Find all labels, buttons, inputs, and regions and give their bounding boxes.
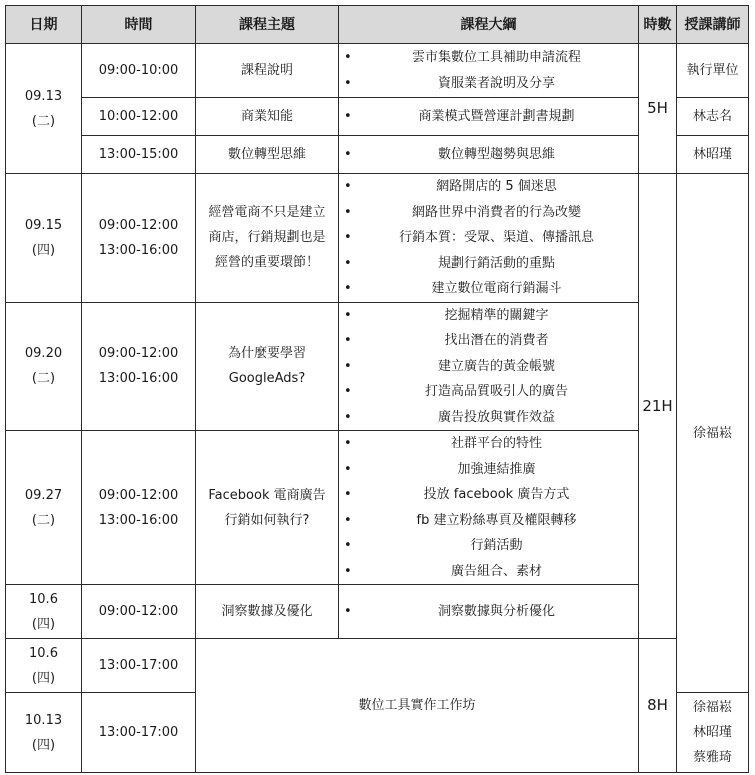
outline-item: • 廣告投放與實作效益 [342,405,635,431]
hours-cell: 21H [639,174,677,639]
hours-cell: 8H [639,639,677,773]
weekday: (二) [31,512,56,528]
instructor-cell: 林志名 [677,98,749,136]
date-cell [6,693,82,773]
header-date: 日期 [6,6,82,44]
weekday: (四) [31,737,56,753]
time-cell: 13:00-17:00 [82,639,196,693]
workshop-topic-cell: 數位工具實作工作坊 [196,639,639,773]
topic-line: 為什麼要學習 [227,346,306,362]
date: 10.6 [29,591,58,607]
table-row [6,174,749,303]
instructor-cell: 執行單位 [677,44,749,98]
outline-item: • 找出潛在的消費者 [342,328,635,354]
header-row [6,6,749,44]
table-row [6,431,749,585]
time: 09:00-12:00 [98,487,179,503]
outline-item: • 加強連結推廣 [342,457,635,483]
table-row [6,585,749,639]
header-outline: 課程大綱 [339,6,639,44]
weekday: (四) [31,242,56,258]
weekday: (二) [31,113,56,129]
date: 10.13 [24,712,63,728]
topic-line: 經營電商不只是建立 [208,205,326,221]
topic-cell: 數位轉型思維 [196,136,339,174]
outline-item: • 行銷活動 [342,533,635,559]
outline-item: • 規劃行銷活動的重點 [342,251,635,277]
instructor-name: 蔡雅琦 [692,750,732,765]
header-instructor: 授課講師 [677,6,749,44]
outline-cell [339,431,639,585]
course-schedule-table [5,5,749,773]
instructor-name: 林昭瑾 [692,725,732,740]
time-cell [82,302,196,431]
table-row [6,302,749,431]
table-row [6,639,749,693]
weekday: (二) [31,371,56,387]
topic-line: GoogleAds? [228,371,306,387]
outline-cell [339,174,639,303]
header-time: 時間 [82,6,196,44]
table-row [6,136,749,174]
header-topic: 課程主題 [196,6,339,44]
date-cell [6,639,82,693]
outline-item: • 雲市集數位工具補助申請流程 [342,45,635,71]
topic-line: 行銷如何執行? [224,512,310,528]
topic-cell: 課程說明 [196,44,339,98]
time-cell: 09:00-10:00 [82,44,196,98]
outline-item: • 打造高品質吸引人的廣告 [342,379,635,405]
time: 09:00-12:00 [98,217,179,233]
outline-item: • 網路開店的 5 個迷思 [342,174,635,200]
outline-cell [339,98,639,136]
time-cell: 13:00-17:00 [82,693,196,773]
outline-item: • 廣告組合、素材 [342,559,635,585]
topic-cell [196,431,339,585]
weekday: (四) [31,616,56,632]
weekday: (四) [31,670,56,686]
instructor-cell [677,693,749,773]
outline-item: • 行銷本質：受眾、渠道、傳播訊息 [342,225,635,251]
outline-cell [339,302,639,431]
time-cell: 10:00-12:00 [82,98,196,136]
date-cell [6,585,82,639]
date: 10.6 [29,645,58,661]
outline-item: • 網路世界中消費者的行為改變 [342,200,635,226]
time-cell [82,431,196,585]
outline-item: • 建立廣告的黃金帳號 [342,354,635,380]
table-row [6,44,749,98]
date: 09.27 [24,487,63,503]
time-cell: 09:00-12:00 [82,585,196,639]
topic-cell [196,174,339,303]
instructor-cell: 徐福崧 [677,174,749,693]
outline-item: • 社群平台的特性 [342,431,635,457]
date-cell [6,174,82,303]
date: 09.20 [24,346,63,362]
outline-cell [339,585,639,639]
date: 09.13 [24,88,63,104]
time: 13:00-16:00 [98,242,179,258]
outline-item: • 資服業者說明及分享 [342,71,635,97]
outline-item: • 建立數位電商行銷漏斗 [342,276,635,302]
instructor-name: 徐福崧 [692,700,732,715]
date-cell [6,431,82,585]
outline-item: • 投放 facebook 廣告方式 [342,482,635,508]
topic-cell [196,302,339,431]
time-cell [82,174,196,303]
topic-line: 經營的重要環節！ [214,255,319,271]
instructor-cell: 林昭瑾 [677,136,749,174]
outline-item: • 數位轉型趨勢與思維 [342,142,635,168]
table-row [6,98,749,136]
outline-item: • 商業模式暨營運計劃書規劃 [342,104,635,130]
topic-cell: 商業知能 [196,98,339,136]
outline-item: • fb 建立粉絲專頁及權限轉移 [342,508,635,534]
topic-cell: 洞察數據及優化 [196,585,339,639]
time: 13:00-16:00 [98,371,179,387]
date-cell [6,44,82,174]
topic-line: 商店，行銷規劃也是 [208,230,326,246]
outline-cell [339,136,639,174]
outline-item: • 挖掘精準的關鍵字 [342,303,635,329]
time: 09:00-12:00 [98,346,179,362]
time-cell: 13:00-15:00 [82,136,196,174]
outline-cell [339,44,639,98]
outline-item: • 洞察數據與分析優化 [342,599,635,625]
header-hours: 時數 [639,6,677,44]
topic-line: Facebook 電商廣告 [208,487,326,503]
hours-cell: 5H [639,44,677,174]
time: 13:00-16:00 [98,512,179,528]
date: 09.15 [24,217,63,233]
date-cell [6,302,82,431]
